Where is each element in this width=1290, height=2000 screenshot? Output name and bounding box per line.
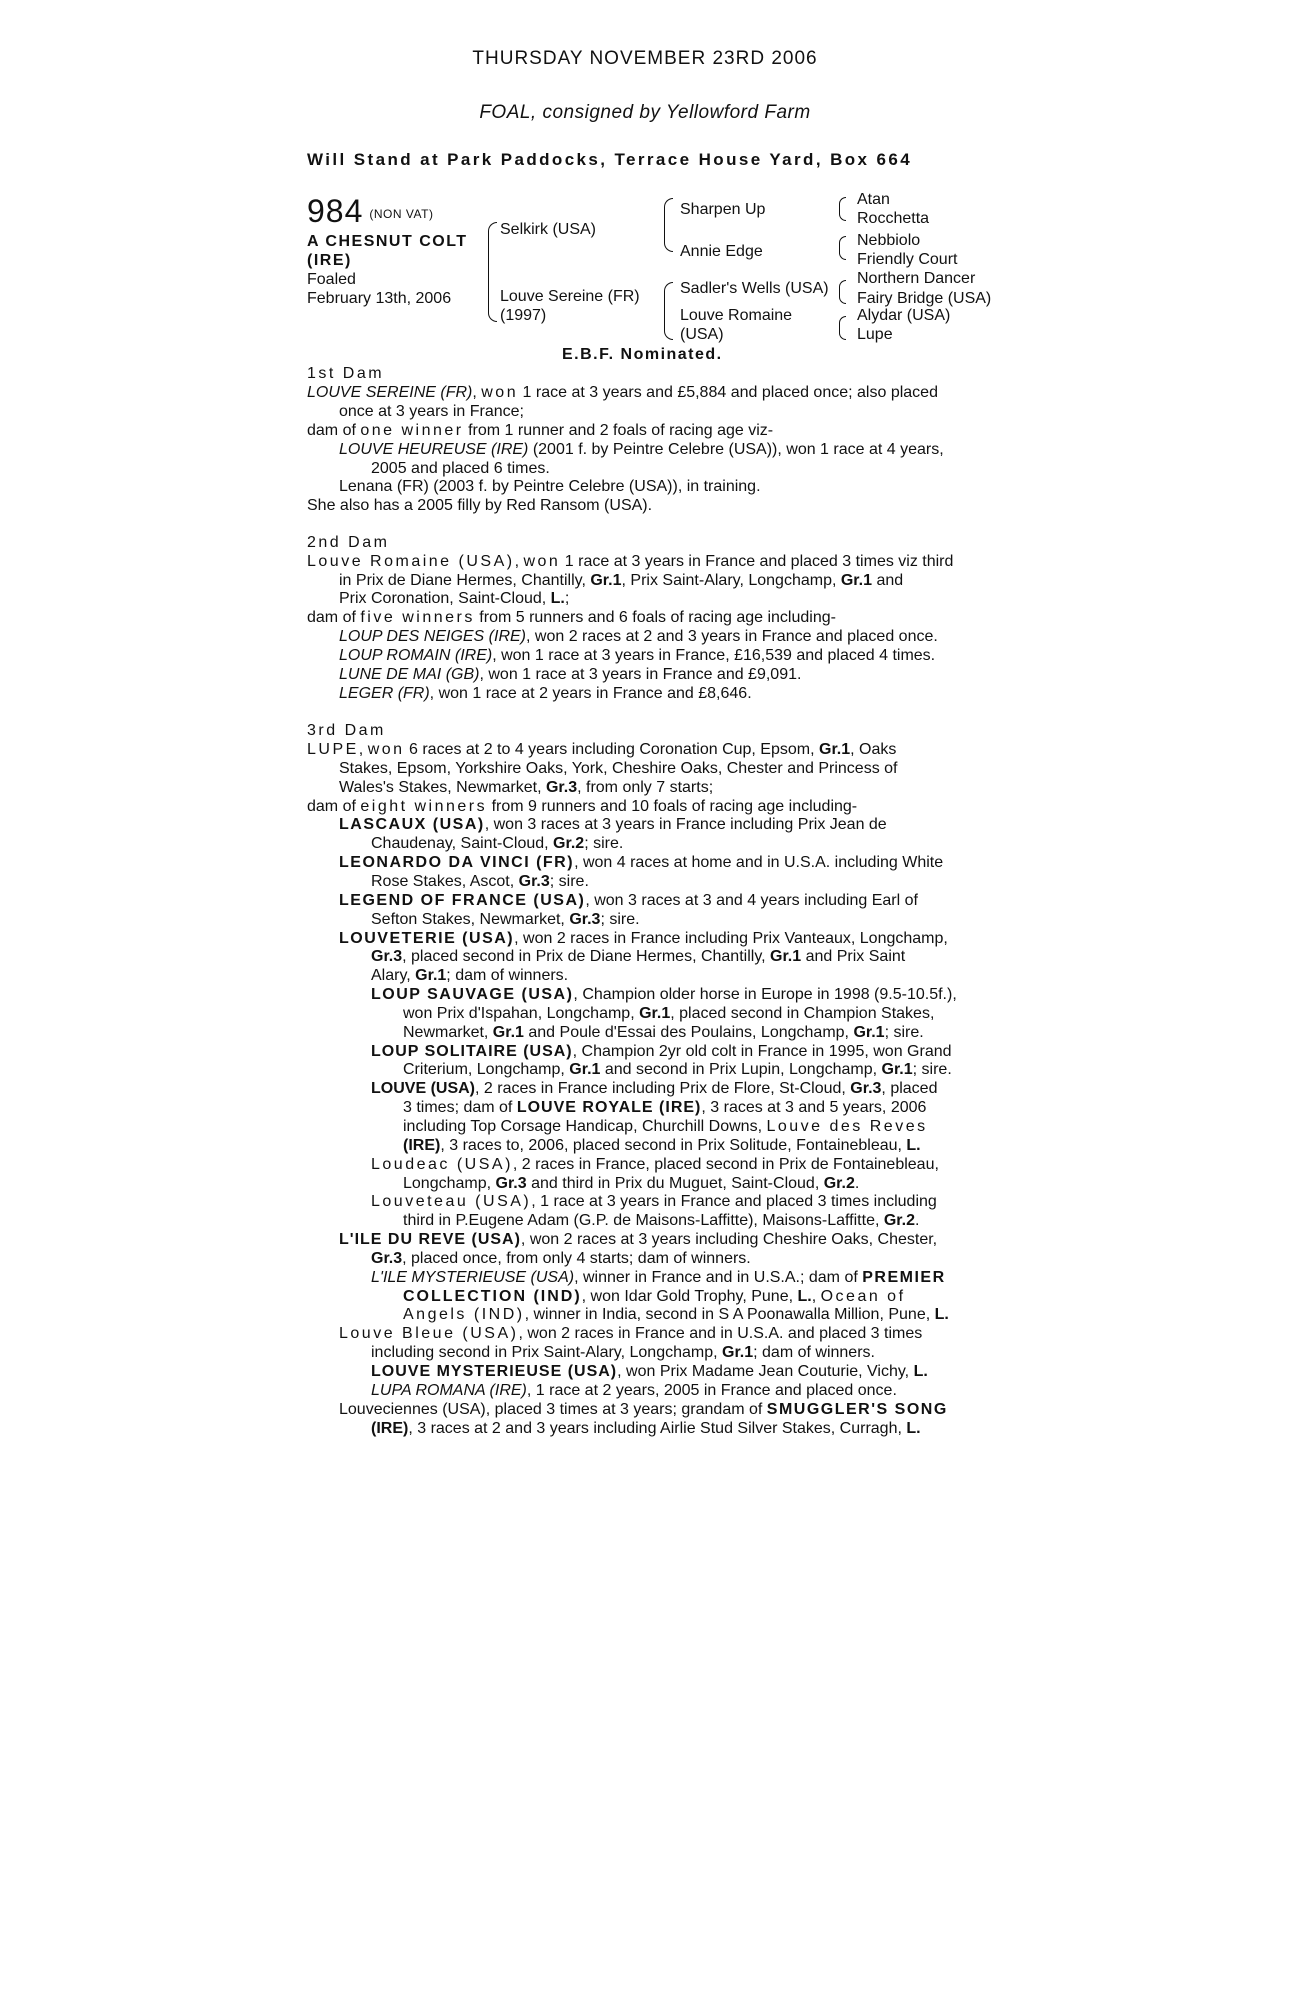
dam1-line: once at 3 years in France; bbox=[339, 403, 524, 420]
dam1-line: LOUVE HEUREUSE (IRE) (2001 f. by Peintre Celebre (USA)), won 1 race at 4 years, bbox=[339, 441, 944, 458]
pedigree-dam-dam: Louve Romaine bbox=[680, 307, 793, 324]
dam1-line: LOUVE SEREINE (FR), won 1 race at 3 years and £5,884 and placed once; also placed bbox=[307, 384, 938, 401]
dam3-line: Rose Stakes, Ascot, Gr.3; sire. bbox=[371, 873, 589, 890]
pedigree-ss-sire: Atan bbox=[857, 191, 890, 208]
dam3-line: Gr.3, placed once, from only 4 starts; dam of winners. bbox=[371, 1250, 751, 1267]
consignor-line: FOAL, consigned by Yellowford Farm bbox=[479, 102, 811, 123]
pedigree-dam-dam-origin: (USA) bbox=[680, 326, 724, 343]
vat-status: (NON VAT) bbox=[369, 207, 434, 221]
dam3-line: (IRE), 3 races to, 2006, placed second in Prix Solitude, Fontainebleau, L. bbox=[403, 1137, 921, 1154]
dam3-line: including Top Corsage Handicap, Churchill Downs, Louve des Reves bbox=[403, 1118, 928, 1135]
pedigree-dam-sire: Sadler's Wells (USA) bbox=[680, 280, 829, 297]
lot-description: A CHESNUT COLT bbox=[307, 233, 468, 250]
dam3-line: LASCAUX (USA), won 3 races at 3 years in France including Prix Jean de bbox=[339, 816, 887, 833]
dam3-line: Louveciennes (USA), placed 3 times at 3 years; grandam of SMUGGLER'S SONG bbox=[339, 1401, 948, 1418]
pedigree-dd-dam: Lupe bbox=[857, 326, 893, 343]
dam1-line: 2005 and placed 6 times. bbox=[371, 460, 550, 477]
dam3-line: Newmarket, Gr.1 and Poule d'Essai des Poulains, Longchamp, Gr.1; sire. bbox=[403, 1024, 924, 1041]
ebf-nomination: E.B.F. Nominated. bbox=[562, 346, 723, 363]
dam3-line: Louve Bleue (USA), won 2 races in France and in U.S.A. and placed 3 times bbox=[339, 1325, 923, 1342]
dam2-line: Louve Romaine (USA), won 1 race at 3 years in France and placed 3 times viz third bbox=[307, 553, 954, 570]
dam3-line: LOUVETERIE (USA), won 2 races in France including Prix Vanteaux, Longchamp, bbox=[339, 930, 948, 947]
dam3-line: LEGEND OF FRANCE (USA), won 3 races at 3 and 4 years including Earl of bbox=[339, 892, 918, 909]
dam2-line: LOUP DES NEIGES (IRE), won 2 races at 2 and 3 years in France and placed once. bbox=[339, 628, 938, 645]
stand-location: Will Stand at Park Paddocks, Terrace House Yard, Box 664 bbox=[307, 150, 913, 169]
dam3-line: COLLECTION (IND), won Idar Gold Trophy, Pune, L., Ocean of bbox=[403, 1288, 906, 1305]
dam3-line: Wales's Stakes, Newmarket, Gr.3, from only 7 starts; bbox=[339, 779, 714, 796]
dam3-line: including second in Prix Saint-Alary, Longchamp, Gr.1; dam of winners. bbox=[371, 1344, 875, 1361]
foaled-label: Foaled bbox=[307, 271, 356, 288]
pedigree-ds-dam: Fairy Bridge (USA) bbox=[857, 290, 992, 307]
dam3-line: third in P.Eugene Adam (G.P. de Maisons-Laffitte), Maisons-Laffitte, Gr.2. bbox=[403, 1212, 920, 1229]
pedigree-brace-sire bbox=[664, 198, 673, 252]
pedigree-brace-sire-dam bbox=[488, 222, 497, 322]
dam3-line: 3 times; dam of LOUVE ROYALE (IRE), 3 races at 3 and 5 years, 2006 bbox=[403, 1099, 927, 1116]
pedigree-sd-sire: Nebbiolo bbox=[857, 232, 921, 249]
dam3-line: Chaudenay, Saint-Cloud, Gr.2; sire. bbox=[371, 835, 624, 852]
dam3-line: won Prix d'Ispahan, Longchamp, Gr.1, placed second in Champion Stakes, bbox=[403, 1005, 935, 1022]
pedigree-dam: Louve Sereine (FR) bbox=[500, 288, 640, 305]
dam3-line: Longchamp, Gr.3 and third in Prix du Muguet, Saint-Cloud, Gr.2. bbox=[403, 1175, 860, 1192]
dam2-line: in Prix de Diane Hermes, Chantilly, Gr.1, Prix Saint-Alary, Longchamp, Gr.1 and bbox=[339, 572, 904, 589]
lot-origin: (IRE) bbox=[307, 252, 352, 269]
pedigree-brace-ds bbox=[839, 280, 846, 304]
dam3-line: LUPE, won 6 races at 2 to 4 years including Coronation Cup, Epsom, Gr.1, Oaks bbox=[307, 741, 897, 758]
dam3-line: Angels (IND), winner in India, second in S A Poonawalla Million, Pune, L. bbox=[403, 1306, 949, 1323]
pedigree-sire-dam: Annie Edge bbox=[680, 243, 763, 260]
dam3-line: LEONARDO DA VINCI (FR), won 4 races at home and in U.S.A. including White bbox=[339, 854, 944, 871]
sale-date: THURSDAY NOVEMBER 23RD 2006 bbox=[472, 48, 818, 69]
dam3-line: dam of eight winners from 9 runners and 10 foals of racing age including- bbox=[307, 798, 858, 815]
dam1-line: She also has a 2005 filly by Red Ransom (USA). bbox=[307, 497, 653, 514]
pedigree-sire-sire: Sharpen Up bbox=[680, 201, 766, 218]
dam3-line: Gr.3, placed second in Prix de Diane Hermes, Chantilly, Gr.1 and Prix Saint bbox=[371, 948, 906, 965]
dam1-line: dam of one winner from 1 runner and 2 foals of racing age viz- bbox=[307, 422, 774, 439]
dam3-line: (IRE), 3 races at 2 and 3 years including Airlie Stud Silver Stakes, Curragh, L. bbox=[371, 1420, 921, 1437]
dam3-line: Stakes, Epsom, Yorkshire Oaks, York, Cheshire Oaks, Chester and Princess of bbox=[339, 760, 898, 777]
foaled-date: February 13th, 2006 bbox=[307, 290, 452, 307]
dam1-line: Lenana (FR) (2003 f. by Peintre Celebre (USA)), in training. bbox=[339, 478, 761, 495]
pedigree-brace-sd bbox=[839, 236, 846, 260]
pedigree-brace-ss bbox=[839, 197, 846, 221]
dam2-line: dam of five winners from 5 runners and 6 foals of racing age including- bbox=[307, 609, 836, 626]
dam3-line: Sefton Stakes, Newmarket, Gr.3; sire. bbox=[371, 911, 640, 928]
pedigree-ss-dam: Rocchetta bbox=[857, 210, 930, 227]
pedigree-dam-year: (1997) bbox=[500, 307, 547, 324]
pedigree-sire: Selkirk (USA) bbox=[500, 221, 597, 238]
pedigree-ds-sire: Northern Dancer bbox=[857, 270, 976, 287]
dam2-line: Prix Coronation, Saint-Cloud, L.; bbox=[339, 590, 570, 607]
pedigree-brace-dam bbox=[664, 282, 673, 340]
dam2-line: LOUP ROMAIN (IRE), won 1 race at 3 years in France, £16,539 and placed 4 times. bbox=[339, 647, 936, 664]
dam3-line: LOUP SOLITAIRE (USA), Champion 2yr old colt in France in 1995, won Grand bbox=[371, 1043, 952, 1060]
dam3-line: LUPA ROMANA (IRE), 1 race at 2 years, 2005 in France and placed once. bbox=[371, 1382, 897, 1399]
dam3-line: LOUVE (USA), 2 races in France including Prix de Flore, St-Cloud, Gr.3, placed bbox=[371, 1080, 938, 1097]
dam3-line: Louveteau (USA), 1 race at 3 years in France and placed 3 times including bbox=[371, 1193, 937, 1210]
dam3-line: L'ILE MYSTERIEUSE (USA), winner in France and in U.S.A.; dam of PREMIER bbox=[371, 1269, 946, 1286]
dam3-line: Loudeac (USA), 2 races in France, placed second in Prix de Fontainebleau, bbox=[371, 1156, 939, 1173]
pedigree-dd-sire: Alydar (USA) bbox=[857, 307, 951, 324]
dam2-heading: 2nd Dam bbox=[307, 534, 390, 551]
lot-number-value: 984 bbox=[307, 193, 364, 229]
dam2-line: LEGER (FR), won 1 race at 2 years in France and £8,646. bbox=[339, 685, 752, 702]
dam3-line: LOUVE MYSTERIEUSE (USA), won Prix Madame Jean Couturie, Vichy, L. bbox=[371, 1363, 928, 1380]
dam3-heading: 3rd Dam bbox=[307, 722, 386, 739]
dam2-line: LUNE DE MAI (GB), won 1 race at 3 years in France and £9,091. bbox=[339, 666, 802, 683]
lot-number bbox=[307, 193, 433, 230]
dam3-line: Criterium, Longchamp, Gr.1 and second in Prix Lupin, Longchamp, Gr.1; sire. bbox=[403, 1061, 952, 1078]
dam3-line: L'ILE DU REVE (USA), won 2 races at 3 years including Cheshire Oaks, Chester, bbox=[339, 1231, 938, 1248]
dam3-line: Alary, Gr.1; dam of winners. bbox=[371, 967, 569, 984]
pedigree-sd-dam: Friendly Court bbox=[857, 251, 958, 268]
dam3-line: LOUP SAUVAGE (USA), Champion older horse in Europe in 1998 (9.5-10.5f.), bbox=[371, 986, 957, 1003]
pedigree-brace-dd bbox=[839, 316, 846, 340]
dam1-heading: 1st Dam bbox=[307, 365, 385, 382]
